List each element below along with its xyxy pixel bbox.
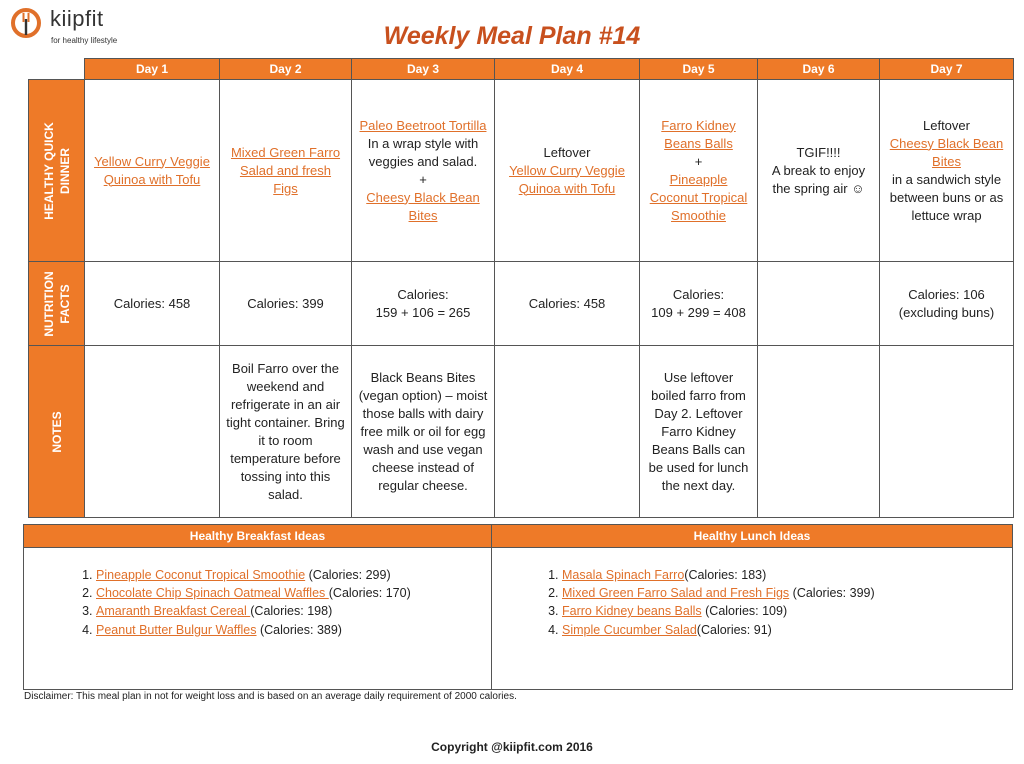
dinner-cell-day2 (220, 80, 352, 262)
nutrition-cell-day2: Calories: 399 (220, 262, 352, 346)
row-header-nutrition: NUTRITION FACTS (29, 262, 85, 346)
notes-cell-day2: Boil Farro over the weekend and refrigerate in an air tight container. Bring it to room temperature before tossing into this salad. (220, 346, 352, 518)
dinner-cell-day1 (85, 80, 220, 262)
recipe-link[interactable]: Mixed Green Farro Salad and fresh Figs (230, 144, 341, 196)
dinner-cell-day5 (640, 80, 758, 262)
breakfast-header: Healthy Breakfast Ideas (24, 525, 491, 547)
notes-cell-day1 (85, 346, 220, 518)
recipe-link[interactable]: Mixed Green Farro Salad and Fresh Figs (562, 586, 790, 601)
page-title: Weekly Meal Plan #14 (383, 22, 641, 50)
lunch-list (544, 566, 1004, 639)
day-header: Day 6 (758, 59, 880, 80)
cell-text: In a wrap style with veggies and salad. (367, 135, 479, 169)
notes-cell-day5: Use leftover boiled farro from Day 2. Leftover Farro Kidney Beans Balls can be used for lunch the next day. (640, 346, 758, 518)
recipe-link[interactable]: Farro Kidney Beans Balls (661, 117, 736, 151)
nutrition-cell-day1: Calories: 458 (85, 262, 220, 346)
list-item: 3. Amaranth Breakfast Cereal (Calories: 198) (96, 602, 488, 620)
list-item: 2. Chocolate Chip Spinach Oatmeal Waffles (Calories: 170) (96, 584, 488, 602)
dinner-cell-day7 (880, 80, 1014, 262)
day-header: Day 7 (880, 59, 1014, 80)
day-header: Day 2 (220, 59, 352, 80)
nutrition-cell-day4: Calories: 458 (495, 262, 640, 346)
cell-text: A break to enjoy the spring air ☺ (771, 162, 866, 196)
plus-sign: + (419, 171, 427, 187)
dinner-cell-day4 (495, 80, 640, 262)
notes-cell-day6 (758, 346, 880, 518)
row-header-dinner: HEALTHY QUICK DINNER (29, 80, 85, 262)
recipe-link[interactable]: Pineapple Coconut Tropical Smoothie (649, 171, 748, 223)
dinner-cell-day3 (352, 80, 495, 262)
brand-tagline: for healthy lifestyle (51, 36, 118, 45)
recipe-link[interactable]: Pineapple Coconut Tropical Smoothie (96, 568, 306, 582)
notes-cell-day4 (495, 346, 640, 518)
copyright: Copyright @kiipfit.com 2016 (431, 740, 593, 754)
notes-cell-day3: Black Beans Bites (vegan option) – moist those balls with dairy free milk or oil for egg wash and use vegan cheese instead of regular cheese. (352, 346, 495, 518)
day-header: Day 5 (640, 59, 758, 80)
day-header: Day 4 (495, 59, 640, 80)
list-item: 3. Farro Kidney beans Balls (Calories: 109) (562, 602, 1004, 620)
recipe-link[interactable]: Paleo Beetroot Tortilla (359, 117, 487, 133)
recipe-link[interactable]: Farro Kidney beans Balls (562, 604, 702, 619)
recipe-link[interactable]: Yellow Curry Veggie Quinoa with Tofu (509, 162, 625, 196)
day-header: Day 3 (352, 59, 495, 80)
recipe-link[interactable]: Amaranth Breakfast Cereal (96, 604, 251, 619)
lunch-header: Healthy Lunch Ideas (491, 525, 1012, 547)
recipe-link[interactable]: Cheesy Black Bean Bites (366, 189, 480, 223)
list-item: 4. Simple Cucumber Salad(Calories: 91) (562, 621, 1004, 639)
cell-text: Leftover (543, 144, 591, 160)
recipe-link[interactable]: Peanut Butter Bulgur Waffles (96, 622, 257, 637)
nutrition-cell-day5: Calories: 109 + 299 = 408 (640, 262, 758, 346)
dinner-cell-day6 (758, 80, 880, 262)
list-item: 4. Peanut Butter Bulgur Waffles (Calories: 389) (96, 621, 488, 639)
nutrition-cell-day3: Calories: 159 + 106 = 265 (352, 262, 495, 346)
recipe-link[interactable]: Chocolate Chip Spinach Oatmeal Waffles (96, 586, 329, 601)
breakfast-list (78, 566, 488, 639)
disclaimer: Disclaimer: This meal plan in not for weight loss and is based on an average daily requirement of 2000 calories. (24, 691, 517, 702)
cell-text: in a sandwich style between buns or as lettuce wrap (889, 171, 1004, 223)
nutrition-cell-day6 (758, 262, 880, 346)
list-item: 1. Masala Spinach Farro(Calories: 183) (562, 566, 1004, 584)
list-item: 2. Mixed Green Farro Salad and Fresh Figs (Calories: 399) (562, 584, 1004, 602)
row-header-notes: NOTES (29, 346, 85, 518)
notes-cell-day7 (880, 346, 1014, 518)
recipe-link[interactable]: Cheesy Black Bean Bites (889, 135, 1004, 169)
table-corner (29, 59, 85, 80)
ideas-box (23, 524, 1013, 690)
cell-text: Leftover (923, 117, 970, 133)
list-item: 1. Pineapple Coconut Tropical Smoothie (Calories: 299) (96, 566, 488, 584)
day-header: Day 1 (85, 59, 220, 80)
cell-text: TGIF!!!! (796, 144, 841, 160)
recipe-link[interactable]: Simple Cucumber Salad (562, 622, 697, 637)
ideas-divider (491, 525, 492, 689)
nutrition-cell-day7: Calories: 106 (excluding buns) (880, 262, 1014, 346)
meal-plan-table (28, 58, 1014, 518)
plus-sign: + (694, 153, 703, 169)
header-rule (24, 547, 1012, 548)
recipe-link[interactable]: Yellow Curry Veggie Quinoa with Tofu (94, 153, 210, 187)
brand-name: kiipfit (50, 6, 104, 31)
recipe-link[interactable]: Masala Spinach Farro (562, 568, 685, 582)
